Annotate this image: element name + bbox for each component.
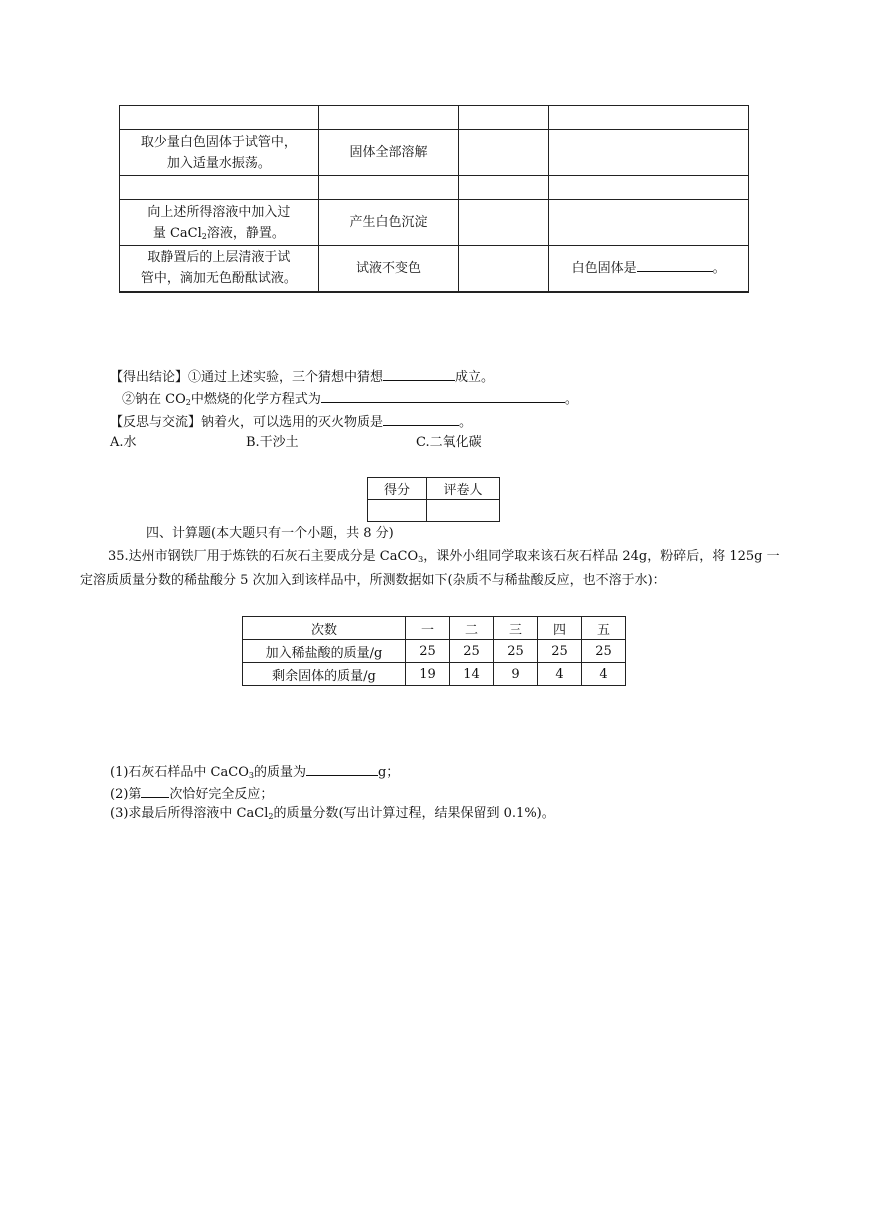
header-cell: 五 (582, 617, 626, 640)
section-title: 四、计算题(本大题只有一个小题，共 8 分) (146, 526, 394, 541)
sub-question-1: (1)石灰石样品中 CaCO$_3$的质量为 g； (110, 761, 399, 782)
value-cell: 25 (450, 640, 494, 663)
table-cell (459, 130, 549, 176)
value-cell: 14 (450, 663, 494, 686)
table-row (243, 663, 626, 686)
conclusion-line-3: 【反思与交流】钠着火，可以选用的灭火物质是 。 (110, 411, 472, 432)
value-cell: 4 (582, 663, 626, 686)
header-cell: 四 (538, 617, 582, 640)
option-a: A.水 (110, 435, 137, 450)
table-cell (459, 106, 549, 130)
answer-blank[interactable] (637, 257, 713, 272)
answer-blank[interactable] (141, 783, 169, 798)
value-cell: 25 (582, 640, 626, 663)
header-cell: 次数 (243, 617, 406, 640)
table-row (120, 106, 749, 130)
row-label: 剩余固体的质量/g (243, 663, 406, 686)
step-cell: 取静置后的上层清液于试 管中，滴加无色酚酞试液。 (120, 246, 319, 292)
table-row (368, 478, 500, 500)
table-cell (120, 106, 319, 130)
value-cell: 25 (494, 640, 538, 663)
conclusion-line-2: ②钠在 $CO_2$中燃烧的化学方程式为 。 (122, 388, 578, 409)
table-cell (459, 200, 549, 246)
header-cell: 一 (406, 617, 450, 640)
header-cell: 二 (450, 617, 494, 640)
table-cell (549, 130, 749, 176)
answer-blank[interactable] (321, 388, 565, 403)
score-box (367, 477, 500, 522)
table-row (120, 246, 749, 292)
table-row (243, 617, 626, 640)
header-cell: 三 (494, 617, 538, 640)
table-cell (318, 176, 459, 200)
answer-blank[interactable] (383, 366, 455, 381)
conclusion-cell: 白色固体是 。 (549, 246, 749, 292)
table-row (120, 200, 749, 246)
value-cell: 4 (538, 663, 582, 686)
table-cell (549, 106, 749, 130)
table-cell (318, 106, 459, 130)
table-cell (549, 200, 749, 246)
answer-blank[interactable] (383, 411, 459, 426)
question-35: 35.达州市钢铁厂用于炼铁的石灰石主要成分是 CaCO$_3$，课外小组同学取来该石灰石样品 24g，粉碎后，将 125g 一定溶质质量分数的稀盐酸分 5 次加入到该样品中，所测数据如下(杂质不与稀盐酸反应，也不溶于水)： (80, 549, 780, 588)
score-cell[interactable] (368, 500, 427, 522)
value-cell: 25 (538, 640, 582, 663)
option-c: C.二氧化碳 (416, 435, 482, 450)
score-header: 得分 (368, 478, 427, 500)
row-label: 加入稀盐酸的质量/g (243, 640, 406, 663)
data-table (242, 616, 626, 686)
table-cell (120, 176, 319, 200)
grader-header: 评卷人 (427, 478, 500, 500)
value-cell: 19 (406, 663, 450, 686)
table-row (120, 130, 749, 176)
sub-question-2: (2)第 次恰好完全反应； (110, 783, 273, 804)
table-row (368, 500, 500, 522)
table-cell (549, 176, 749, 200)
table-cell (459, 246, 549, 292)
step-cell: 向上述所得溶液中加入过 量 CaCl$_2$溶液，静置。 (120, 200, 319, 246)
value-cell: 9 (494, 663, 538, 686)
phenomenon-cell: 产生白色沉淀 (318, 200, 459, 246)
experiment-table (119, 105, 749, 293)
step-cell: 取少量白色固体于试管中， 加入适量水振荡。 (120, 130, 319, 176)
phenomenon-cell: 固体全部溶解 (318, 130, 459, 176)
option-b: B.干沙土 (246, 435, 299, 450)
grader-cell[interactable] (427, 500, 500, 522)
answer-blank[interactable] (306, 761, 378, 776)
table-cell (459, 176, 549, 200)
phenomenon-cell: 试液不变色 (318, 246, 459, 292)
conclusion-line-1: 【得出结论】①通过上述实验，三个猜想中猜想 成立。 (110, 366, 494, 387)
table-row (243, 640, 626, 663)
value-cell: 25 (406, 640, 450, 663)
table-row (120, 176, 749, 200)
sub-question-3: (3)求最后所得溶液中 CaCl$_2$的质量分数(写出计算过程，结果保留到 0.1%)。 (110, 806, 555, 821)
